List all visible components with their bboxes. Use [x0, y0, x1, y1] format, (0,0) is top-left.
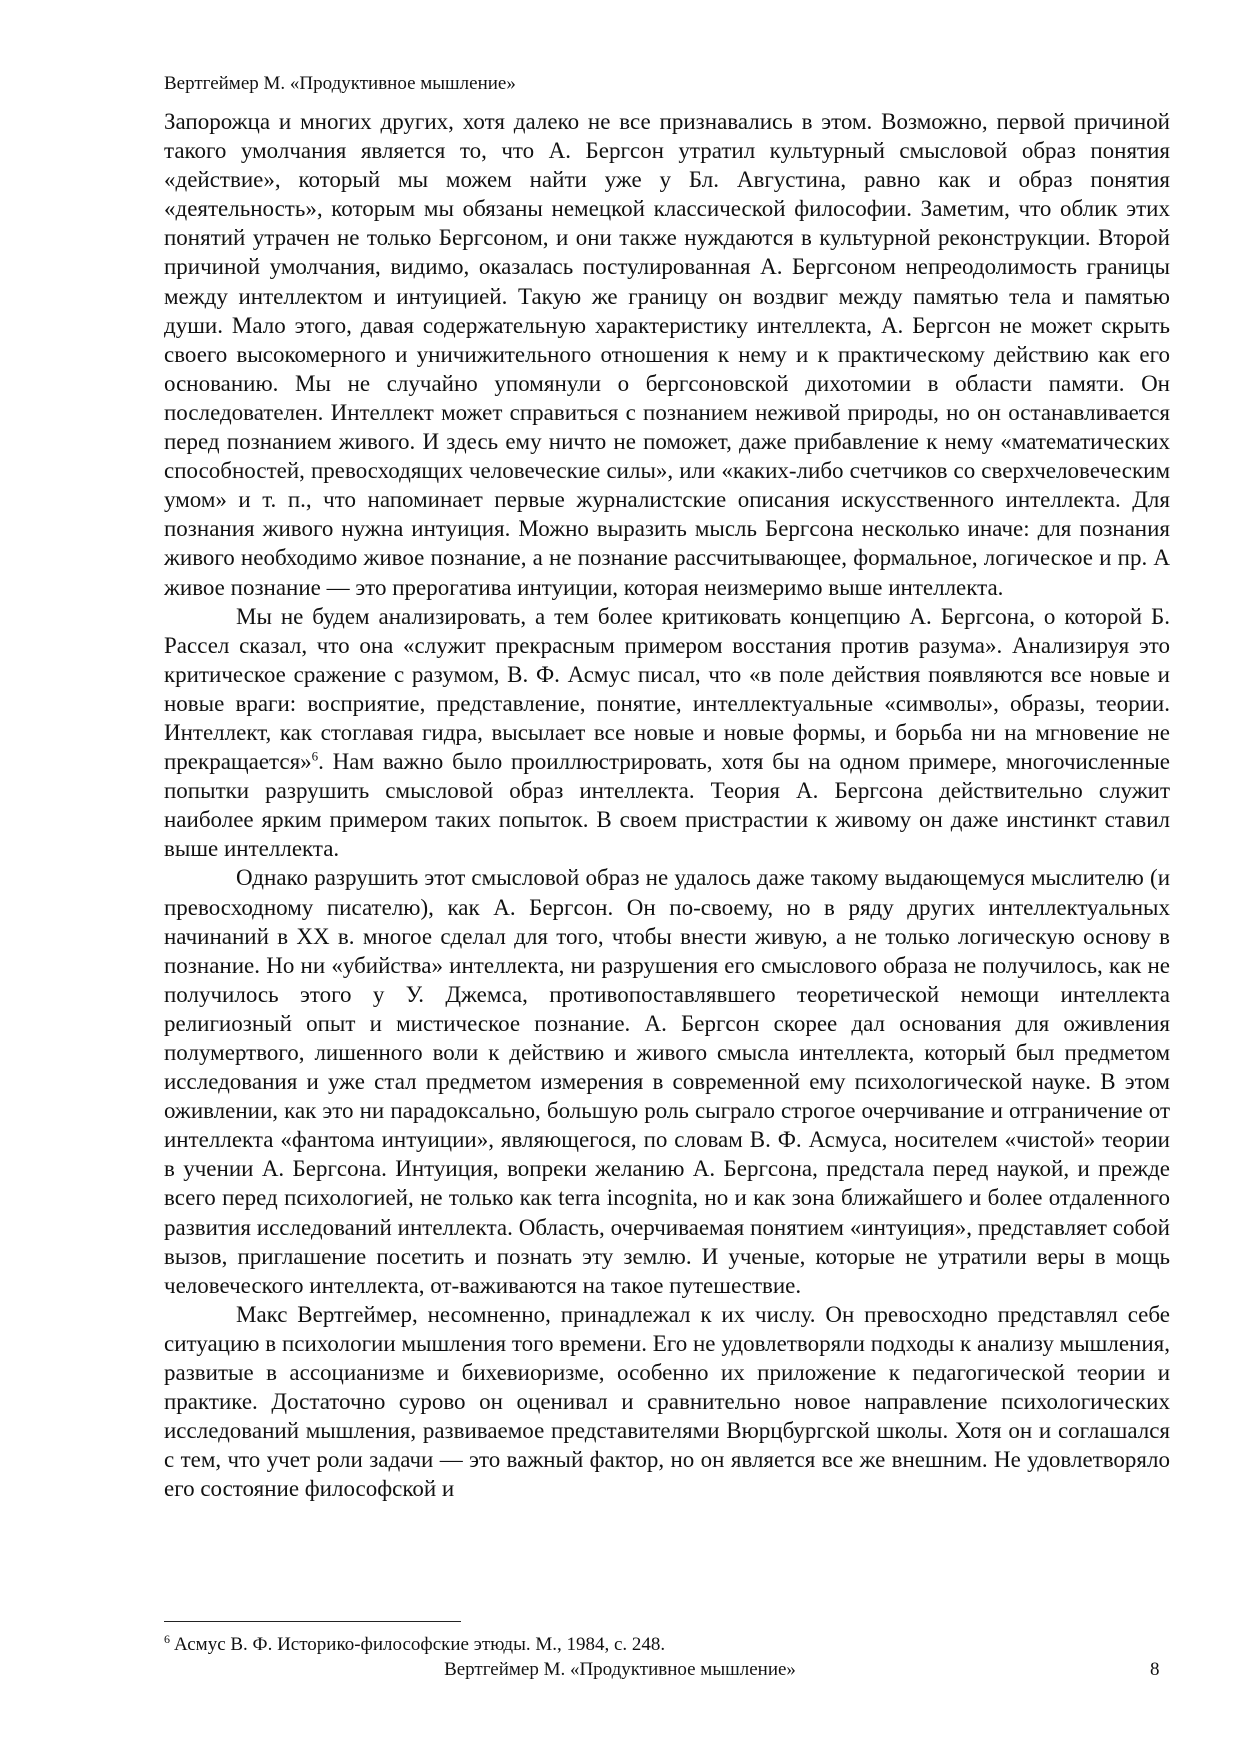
footnote-text: Асмус В. Ф. Историко-философские этюды. М., 1984, с. 248. [174, 1634, 666, 1655]
running-footer: Вертгеймер М. «Продуктивное мышление» [444, 1659, 796, 1680]
paragraph-2-text: Мы не будем анализировать, а тем более критиковать концепцию А. Бергсона, о которой Б. Рассел сказал, что она «служит прекрасным примером восстания против разума». Анализируя это критическое сражение с разумом, В. Ф. Асмус писал, что «в поле действия появляются все новые и новые враги: восприятие, представление, понятие, интеллектуальные «символы», образы, теории. Интеллект, как стоглавая гидра, высылает все новые и новые формы, и борьба ни на мгновение не прекращается» [164, 603, 1170, 775]
page-number: 8 [1150, 1659, 1160, 1680]
paragraph-1: Запорожца и многих других, хотя далеко не все признавались в этом. Возможно, первой причиной такого умолчания является то, что А. Бергсон утратил культурный смысловой образ понятия «действие», который мы можем найти уже у Бл. Августина, равно как и образ понятия «деятельность», которым мы обязаны немецкой классической философии. Заметим, что облик этих понятий утрачен не только Бергсоном, и они также нуждаются в культурной реконструкции. Второй причиной умолчания, видимо, оказалась постулированная А. Бергсоном непреодолимость границы между интеллектом и интуицией. Такую же границу он воздвиг между памятью тела и памятью души. Мало этого, давая содержательную характеристику интеллекта, А. Бергсон не может скрыть своего высокомерного и уничижительного отношения к нему и к практическому действию как его основанию. Мы не случайно упомянули о бергсоновской дихотомии в области памяти. Он последователен. Интеллект может справиться с познанием неживой природы, но он останавливается перед познанием живого. И здесь ему ничто не поможет, даже прибавление к нему «математических способностей, превосходящих человеческие силы», или «каких-либо счетчиков со сверхчеловеческим умом» и т. п., что напоминает первые журналистские описания искусственного интеллекта. Для познания живого нужна интуиция. Можно выразить мысль Бергсона несколько иначе: для познания живого необходимо живое познание, а не познание рассчитывающее, формальное, логическое и пр. А живое познание — это прерогатива интуиции, которая неизмеримо выше интеллекта. [164, 109, 1170, 600]
footnote [164, 1631, 666, 1656]
footnote-reference: 6 [311, 748, 319, 764]
body-text [164, 107, 1170, 1504]
paragraph-2 [164, 602, 1170, 864]
paragraph-3: Однако разрушить этот смысловой образ не удалось даже такому выдающемуся мыслителю (и превосходному писателю), как А. Бергсон. Он по-своему, но в ряду других интеллектуальных начинаний в XX в. многое сделал для того, чтобы внести живую, а не только логическую основу в познание. Но ни «убийства» интеллекта, ни разрушения его смыслового образа не получилось, как не получилось этого у У. Джемса, противопоставлявшего теоретической немощи интеллекта религиозный опыт и мистическое познание. А. Бергсон скорее дал основания для оживления полумертвого, лишенного воли к действию и живого смысла интеллекта, который был предметом исследования и уже стал предметом измерения в современной ему психологической науке. В этом оживлении, как это ни парадоксально, большую роль сыграло строгое очерчивание и отграничение от интеллекта «фантома интуиции», являющегося, по словам В. Ф. Асмуса, носителем «чистой» теории в учении А. Бергсона. Интуиция, вопреки желанию А. Бергсона, предстала перед наукой, и прежде всего перед психологией, не только как terra incognita, но и как зона ближайшего и более отдаленного развития исследований интеллекта. Область, очерчиваемая понятием «интуиция», представляет собой вызов, приглашение посетить и познать эту землю. И ученые, которые не утратили веры в мощь человеческого интеллекта, от-важиваются на такое путешествие. [164, 865, 1170, 1298]
paragraph-2-tail: . Нам важно было проиллюстрировать, хотя бы на одном примере, многочисленные попытки разрушить смысловой образ интеллекта. Теория А. Бергсона действительно служит наиболее ярким примером таких попыток. В своем пристрастии к живому он даже инстинкт ставил выше интеллекта. [164, 749, 1170, 862]
footnote-number: 6 [164, 1631, 170, 1646]
paragraph-4: Макс Вертгеймер, несомненно, принадлежал к их числу. Он превосходно представлял себе ситуацию в психологии мышления того времени. Его не удовлетворяли подходы к анализу мышления, развитые в ассоцианизме и бихевиоризме, особенно их приложение к педагогической теории и практике. Достаточно сурово он оценивал и сравнительно новое направление психологических исследований мышления, развиваемое представителями Вюрцбургской школы. Хотя он и соглашался с тем, что учет роли задачи — это важный фактор, но он является все же внешним. Не удовлетворяло его состояние философской и [164, 1301, 1170, 1502]
footnote-separator [164, 1621, 461, 1622]
running-header: Вертгеймер М. «Продуктивное мышление» [164, 73, 516, 94]
